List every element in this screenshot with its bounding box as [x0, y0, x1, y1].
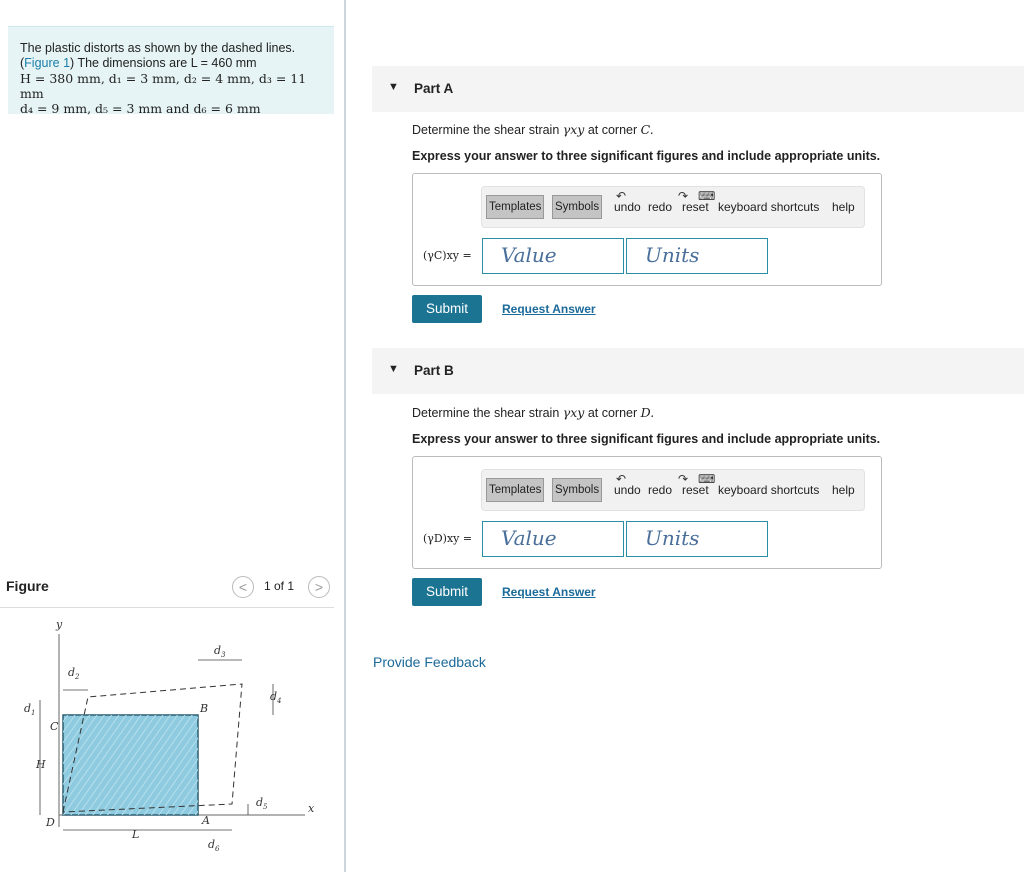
chevron-right-icon: >	[314, 579, 324, 595]
label-C: C	[50, 720, 59, 733]
deformation-figure	[0, 612, 334, 870]
undo-icon: ↶	[616, 472, 627, 486]
chevron-left-icon: <	[238, 579, 248, 595]
part-a-eq-label: (γC)xy =	[423, 249, 472, 262]
undo-icon: ↶	[616, 189, 627, 203]
part-b-value-input[interactable]: Value	[482, 521, 624, 557]
label-d4: $d_4$	[270, 690, 282, 705]
part-b-submit-button[interactable]: Submit	[412, 578, 482, 606]
collapse-caret-icon: ▼	[388, 81, 399, 93]
label-H: H	[36, 758, 46, 771]
part-a-title: Part A	[414, 81, 454, 96]
part-a-header[interactable]	[372, 66, 1024, 112]
reset-button[interactable]: reset	[682, 200, 709, 214]
templates-button[interactable]: Templates	[486, 478, 544, 502]
undo-button[interactable]: undo	[614, 483, 641, 497]
figure-page-count: 1 of 1	[264, 579, 295, 593]
templates-button[interactable]: Templates	[486, 195, 544, 219]
keyboard-shortcuts-button[interactable]: keyboard shortcuts	[718, 200, 820, 214]
symbols-button[interactable]: Symbols	[552, 195, 602, 219]
part-a-instruction: Express your answer to three significant figures and include appropriate units.	[412, 149, 881, 163]
part-b-answer-box	[412, 456, 882, 569]
figure-title: Figure	[6, 578, 49, 594]
label-d2: $d_2$	[68, 666, 80, 681]
part-b-instruction: Express your answer to three significant figures and include appropriate units.	[412, 432, 881, 446]
math-toolbar	[481, 186, 865, 228]
label-d6: $d_6$	[208, 838, 220, 853]
next-figure-button[interactable]	[308, 576, 330, 598]
keyboard-shortcuts-button[interactable]: keyboard shortcuts	[718, 483, 820, 497]
problem-line-4: d₄ = 9 mm, d₅ = 3 mm and d₆ = 6 mm	[20, 101, 261, 116]
part-a-question: Determine the shear strain γxy at corner C.	[412, 122, 654, 137]
part-a-answer-box	[412, 173, 882, 286]
keyboard-icon: ⌨	[698, 189, 716, 203]
keyboard-icon: ⌨	[698, 472, 716, 486]
part-a-submit-button[interactable]: Submit	[412, 295, 482, 323]
label-d1: $d_1$	[24, 702, 36, 717]
part-b-question: Determine the shear strain γxy at corner D.	[412, 405, 655, 420]
part-a-request-answer-link[interactable]: Request Answer	[502, 302, 596, 316]
part-b-header[interactable]	[372, 348, 1024, 394]
part-a-units-input[interactable]: Units	[626, 238, 768, 274]
redo-icon: ↷	[678, 189, 689, 203]
help-button[interactable]: help	[832, 200, 855, 214]
label-L: L	[132, 828, 140, 841]
problem-line-2: (Figure 1) The dimensions are L = 460 mm	[20, 56, 257, 70]
provide-feedback-link[interactable]: Provide Feedback	[373, 654, 486, 670]
label-x: x	[308, 802, 315, 815]
reset-button[interactable]: reset	[682, 483, 709, 497]
problem-line-1: The plastic distorts as shown by the dashed lines.	[20, 41, 296, 55]
label-D: D	[46, 816, 55, 829]
redo-button[interactable]: redo	[648, 200, 673, 214]
problem-line-3: H = 380 mm, d₁ = 3 mm, d₂ = 4 mm, d₃ = 11 mm	[20, 71, 307, 101]
label-y: y	[56, 618, 63, 631]
label-A: A	[202, 814, 210, 827]
figure-link[interactable]: Figure 1	[24, 56, 71, 70]
label-d3: $d_3$	[214, 644, 226, 659]
symbols-button[interactable]: Symbols	[552, 478, 602, 502]
part-b-eq-label: (γD)xy =	[423, 532, 473, 545]
figure-header	[0, 572, 334, 608]
part-a-value-input[interactable]: Value	[482, 238, 624, 274]
part-b-request-answer-link[interactable]: Request Answer	[502, 585, 596, 599]
redo-icon: ↷	[678, 472, 689, 486]
math-toolbar	[481, 469, 865, 511]
collapse-caret-icon: ▼	[388, 363, 399, 375]
left-panel	[0, 0, 346, 872]
problem-statement	[8, 26, 334, 114]
redo-button[interactable]: redo	[648, 483, 673, 497]
prev-figure-button[interactable]	[232, 576, 254, 598]
undo-button[interactable]: undo	[614, 200, 641, 214]
help-button[interactable]: help	[832, 483, 855, 497]
part-b-units-input[interactable]: Units	[626, 521, 768, 557]
label-B: B	[200, 702, 209, 715]
part-b-title: Part B	[414, 363, 454, 378]
label-d5: $d_5$	[256, 796, 268, 811]
